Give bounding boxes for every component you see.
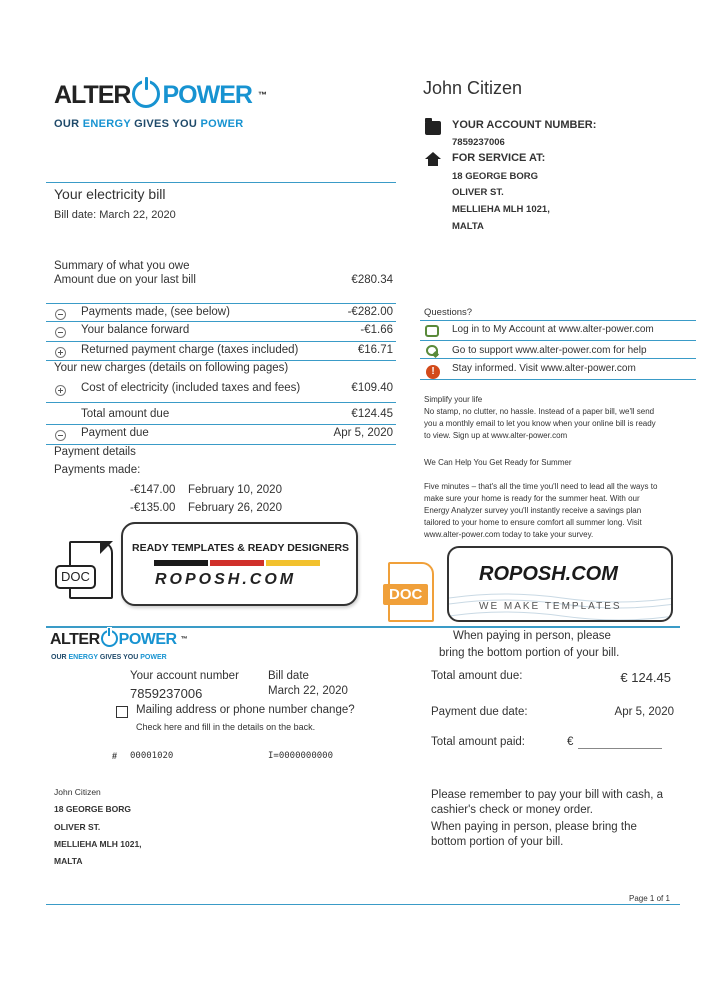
brand-alter: ALTER — [54, 81, 131, 109]
simplify-title: Simplify your life — [424, 395, 483, 404]
tagline-part: GIVES YOU — [97, 654, 141, 661]
question-item: Log in to My Account at www.alter-power.com — [452, 324, 654, 335]
alert-icon: ! — [426, 365, 440, 379]
payment-date: February 26, 2020 — [188, 502, 282, 514]
payment-reminder: cashier's check or money order. — [431, 804, 593, 816]
bill-title: Your electricity bill — [54, 186, 166, 202]
account-number-label: YOUR ACCOUNT NUMBER: — [452, 119, 597, 131]
payment-reminder: When paying in person, please bring the — [431, 821, 637, 833]
bill-date: Bill date: March 22, 2020 — [54, 209, 176, 221]
doc-file-label: DOC — [55, 565, 96, 589]
cost-value: €109.40 — [351, 382, 393, 394]
stub-total-due-value: € 124.45 — [620, 670, 671, 685]
summary-row-value: -€282.00 — [347, 306, 393, 318]
question-item: Go to support www.alter-power.com for help — [452, 345, 647, 356]
payment-reminder: Please remember to pay your bill with cash, a — [431, 789, 664, 801]
summer-text: make sure your home is ready for the summer heat. With our — [424, 494, 640, 503]
flag-stripe-red — [210, 560, 264, 566]
brand-alter: ALTER — [50, 631, 100, 648]
divider — [46, 182, 396, 183]
stub-bill-date: March 22, 2020 — [268, 685, 348, 697]
watermark-banner — [121, 522, 358, 606]
power-icon — [101, 630, 118, 647]
divider — [46, 341, 396, 342]
summary-heading: Summary of what you owe — [54, 260, 190, 272]
divider — [46, 360, 396, 361]
service-address-line: OLIVER ST. — [452, 187, 504, 198]
pay-in-person-note: bring the bottom portion of your bill. — [439, 647, 620, 659]
address-change-label: Mailing address or phone number change? — [136, 704, 355, 716]
divider — [46, 424, 396, 425]
stub-divider — [46, 626, 680, 628]
divider — [46, 444, 396, 445]
payment-details-heading: Payment details — [54, 446, 136, 458]
stub-code: I=0000000000 — [268, 751, 334, 761]
divider — [46, 321, 396, 322]
flag-stripe-yellow — [266, 560, 320, 566]
stub-bill-date-label: Bill date — [268, 670, 309, 682]
folder-icon — [425, 121, 441, 135]
payment-due-value: Apr 5, 2020 — [333, 427, 393, 439]
divider — [46, 303, 396, 304]
watermark-banner-title: READY TEMPLATES & READY DESIGNERS — [132, 542, 350, 554]
tagline-part: OUR — [51, 654, 69, 661]
address-change-hint: Check here and fill in the details on the back. — [136, 722, 316, 732]
payment-reminder: bottom portion of your bill. — [431, 836, 564, 848]
summer-text: tailored to your home to ensure comfort all summer long. Visit — [424, 518, 642, 527]
brand-tagline — [54, 118, 244, 130]
question-item: Stay informed. Visit www.alter-power.com — [452, 363, 636, 374]
brand-power: POWER — [118, 631, 177, 648]
simplify-text: No stamp, no clutter, no hassle. Instead of a paper bill, we'll send — [424, 407, 655, 416]
hash-symbol: # — [112, 751, 118, 761]
stub-address-line: MELLIEHA MLH 1021, — [54, 839, 142, 849]
support-icon — [425, 345, 439, 357]
brand-logo-small — [50, 630, 187, 650]
tagline-part: ENERGY — [68, 654, 98, 661]
divider — [420, 340, 696, 341]
address-change-checkbox[interactable] — [116, 706, 128, 718]
watermark-logo — [447, 546, 673, 622]
stub-account-number: 7859237006 — [130, 686, 203, 701]
brand-tagline-small — [51, 654, 167, 661]
new-charges-heading: Your new charges (details on following pages) — [54, 362, 289, 374]
summary-row-value: €16.71 — [357, 344, 393, 356]
last-bill-value: €280.34 — [351, 274, 393, 286]
doc-file-label-orange: DOC — [383, 584, 428, 605]
tagline-part: OUR — [54, 118, 83, 130]
summer-title: We Can Help You Get Ready for Summer — [424, 458, 572, 467]
service-address-line: MELLIEHA MLH 1021, — [452, 204, 550, 215]
tagline-part: POWER — [140, 654, 167, 661]
summer-text: Five minutes – that's all the time you'll need to lead all the ways to — [424, 482, 658, 491]
summer-text: Energy Analyzer survey you'll instantly receive a savings plan — [424, 506, 642, 515]
stub-customer-name: John Citizen — [54, 787, 101, 797]
summary-row-value: -€1.66 — [360, 324, 393, 336]
customer-name: John Citizen — [423, 78, 523, 98]
tagline-part: POWER — [200, 118, 244, 130]
trademark: ™ — [257, 90, 266, 100]
brand-power: POWER — [162, 81, 252, 109]
stub-total-due-label: Total amount due: — [431, 670, 523, 682]
summary-row-label: Returned payment charge (taxes included) — [81, 344, 299, 356]
minus-icon — [55, 327, 66, 338]
tagline-part: GIVES YOU — [130, 118, 201, 130]
total-label: Total amount due — [81, 408, 170, 420]
watermark-logo-site: ROPOSH.COM — [479, 563, 618, 585]
service-address-line: MALTA — [452, 221, 484, 232]
brand-logo — [54, 80, 266, 110]
plus-icon — [55, 385, 66, 396]
payment-amount: -€147.00 — [130, 484, 176, 496]
service-address-label: FOR SERVICE AT: — [452, 152, 546, 164]
divider — [420, 320, 696, 321]
questions-heading: Questions? — [424, 307, 473, 318]
amount-paid-field[interactable] — [578, 748, 662, 749]
divider — [420, 379, 696, 380]
footer-divider — [46, 904, 680, 905]
simplify-text: to view. Sign up at www.alter-power.com — [424, 431, 568, 440]
trademark: ™ — [180, 636, 188, 643]
simplify-text: you a monthly email to let you know when your online bill is ready — [424, 419, 656, 428]
stub-address-line: 18 GEORGE BORG — [54, 804, 131, 814]
cost-label: Cost of electricity (included taxes and fees) — [81, 382, 301, 394]
last-bill-label: Amount due on your last bill — [54, 274, 196, 286]
summary-row-label: Payments made, (see below) — [81, 306, 230, 318]
stub-account-label: Your account number — [130, 670, 239, 682]
account-number: 7859237006 — [452, 137, 505, 148]
stub-due-date-label: Payment due date: — [431, 706, 528, 718]
summer-text: www.alter-power.com today to take your survey. — [424, 530, 594, 539]
divider — [420, 358, 696, 359]
stub-address-line: OLIVER ST. — [54, 822, 101, 832]
pay-in-person-note: When paying in person, please — [453, 630, 611, 642]
total-value: €124.45 — [351, 408, 393, 420]
stub-code: 00001020 — [130, 751, 174, 761]
summary-row-label: Your balance forward — [81, 324, 190, 336]
tagline-part: ENERGY — [82, 118, 131, 130]
payment-due-label: Payment due — [81, 427, 149, 439]
watermark-logo-tagline: WE MAKE TEMPLATES — [479, 601, 622, 612]
chat-icon — [425, 325, 439, 337]
page-number: Page 1 of 1 — [629, 894, 670, 903]
service-address-line: 18 GEORGE BORG — [452, 171, 539, 182]
stub-address-line: MALTA — [54, 856, 83, 866]
stub-due-date-value: Apr 5, 2020 — [614, 706, 674, 718]
stub-paid-currency: € — [567, 736, 574, 748]
house-icon — [425, 152, 441, 166]
stub-amount-paid-label: Total amount paid: — [431, 736, 525, 748]
payments-made-heading: Payments made: — [54, 464, 141, 476]
minus-icon — [55, 430, 66, 441]
watermark-banner-site: ROPOSH.COM — [155, 571, 297, 588]
plus-icon — [55, 347, 66, 358]
divider — [46, 402, 396, 403]
payment-date: February 10, 2020 — [188, 484, 282, 496]
power-icon — [132, 80, 160, 108]
minus-icon — [55, 309, 66, 320]
payment-amount: -€135.00 — [130, 502, 176, 514]
flag-stripe-black — [154, 560, 208, 566]
